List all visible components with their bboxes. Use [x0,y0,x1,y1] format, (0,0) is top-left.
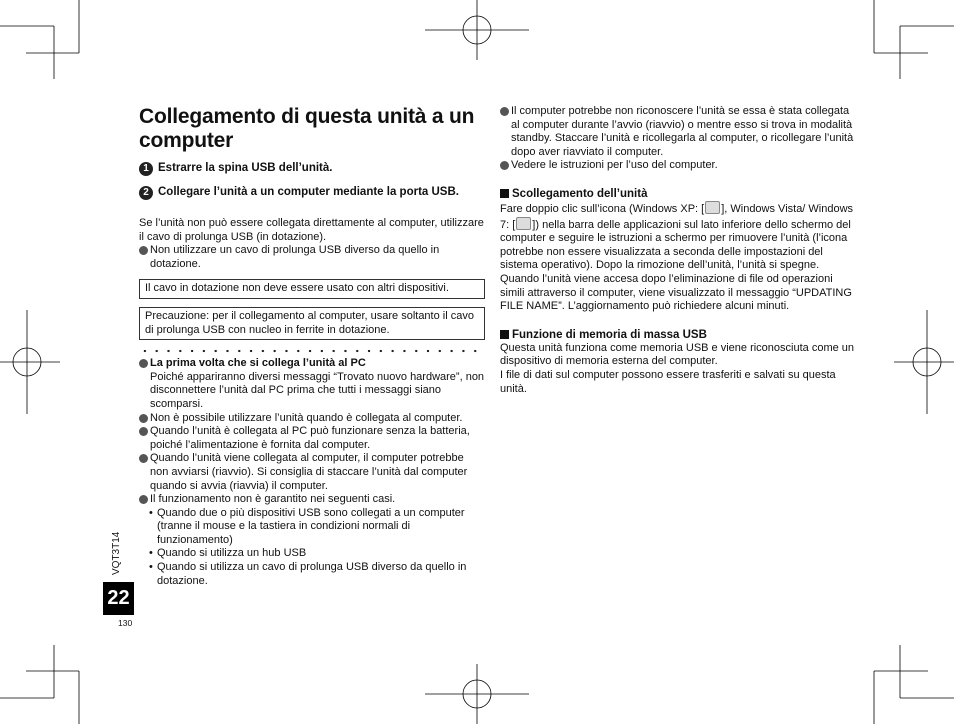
step-text: Estrarre la spina USB dell’unità. [158,162,333,174]
bullet-dot-icon [500,161,509,170]
square-bullet-icon [500,330,509,339]
document-code: VQT3T14 [111,531,122,575]
step-text: Collegare l’unità a un computer mediante la porta USB. [158,186,459,198]
bullet-item: Il funzionamento non è garantito nei seguenti casi. [139,493,485,507]
bullet-item: Quando l’unità è collegata al PC può funzionare senza la batteria, poiché l’alimentazione è fornita dal computer. [139,425,485,452]
bullet-dot-icon [139,414,148,423]
page-number-tab: 22 [103,582,134,615]
safely-remove-hardware-xp-icon [705,201,720,214]
left-column [139,105,485,588]
bullet-dot-icon [139,359,148,368]
mass-storage-paragraph: I file di dati sul computer possono essere trasferiti e salvati su questa unità. [500,368,836,395]
step-number: 2 [139,186,153,200]
step-2 [139,185,485,200]
sheet-number: 130 [118,618,133,628]
sub-list-item: • Quando due o più dispositivi USB sono collegati a un computer (tranne il mouse e la tastiera in condizioni normali di funzionamento) [149,506,465,546]
notice-box-precaution: Precauzione: per il collegamento al computer, usare soltanto il cavo di prolunga USB con nucleo in ferrite in dotazione. [139,307,485,340]
bullet-item: Non utilizzare un cavo di prolunga USB diverso da quello in dotazione. [139,244,485,271]
page-title: Collegamento di questa unità a un computer [139,105,475,152]
bullet-item [139,357,485,411]
intro-paragraph: Se l’unità non può essere collegata direttamente al computer, utilizzare il cavo di prolunga USB (in dotazione). [139,217,484,243]
notice-box-cable: Il cavo in dotazione non deve essere usato con altri dispositivi. [139,279,485,299]
bullet-dot-icon [139,427,148,436]
dotted-separator [139,349,485,353]
bullet-item: Vedere le istruzioni per l’uso del computer. [500,159,855,173]
bullet-dot-icon [139,454,148,463]
disconnect-paragraph: Fare doppio clic sull’icona (Windows XP: [ ], Windows Vista/ Windows 7: [ ]) nella barra delle applicazioni sul lato inferiore dello schermo del computer e seguire le istruzioni a schermo per rimuovere l’unità (l’icona potrebbe non essere visualizzata a seconda delle impostazioni del sistema operativo). Dopo la rimozione dell’unità, l’unità si spegne. Quando l’unità viene accesa dopo l’eliminazione di file od operazioni simili attraverso il computer, viene visualizzato il messaggio “UPDATING FILE NAME”. L’aggiornamento può richiedere alcuni minuti. [500,202,854,313]
square-bullet-icon [500,189,509,198]
note-text: Poiché appariranno diversi messaggi “Trovato nuovo hardware”, non disconnettere l’unità dal PC prima che tutti i messaggi siano scomparsi. [150,370,485,410]
step-number: 1 [139,162,153,176]
right-column [500,105,855,396]
bullet-item: Il computer potrebbe non riconoscere l’unità se essa è stata collegata al computer durante l’avvio (riavvio) o mentre esso si trova in modalità standby. Staccare l’unità e ricollegarla al computer, o ricollegare l’unità dopo aver riavviato il computer. [500,105,855,159]
note-heading: La prima volta che si collega l’unità al PC [150,357,366,370]
bullet-item: Non è possibile utilizzare l’unità quando è collegata al computer. [139,412,485,426]
sub-list-item: • Quando si utilizza un cavo di prolunga USB diverso da quello in dotazione. [149,561,467,587]
safely-remove-hardware-win7-icon [516,217,531,230]
section-heading-mass-storage: Funzione di memoria di massa USB [500,328,855,342]
bullet-dot-icon [139,246,148,255]
section-heading-disconnect: Scollegamento dell’unità [500,187,855,201]
step-1 [139,161,485,176]
bullet-dot-icon [500,107,509,116]
bullet-dot-icon [139,495,148,504]
mass-storage-paragraph: Questa unità funziona come memoria USB e viene riconosciuta come un dispositivo di memoria esterna del computer. [500,341,855,368]
bullet-item: Quando l’unità viene collegata al computer, il computer potrebbe non avviarsi (riavvio). Si consiglia di staccare l’unità dal computer quando si avvia (riavvia) il computer. [139,452,485,493]
sub-list-item: • Quando si utilizza un hub USB [149,547,307,560]
